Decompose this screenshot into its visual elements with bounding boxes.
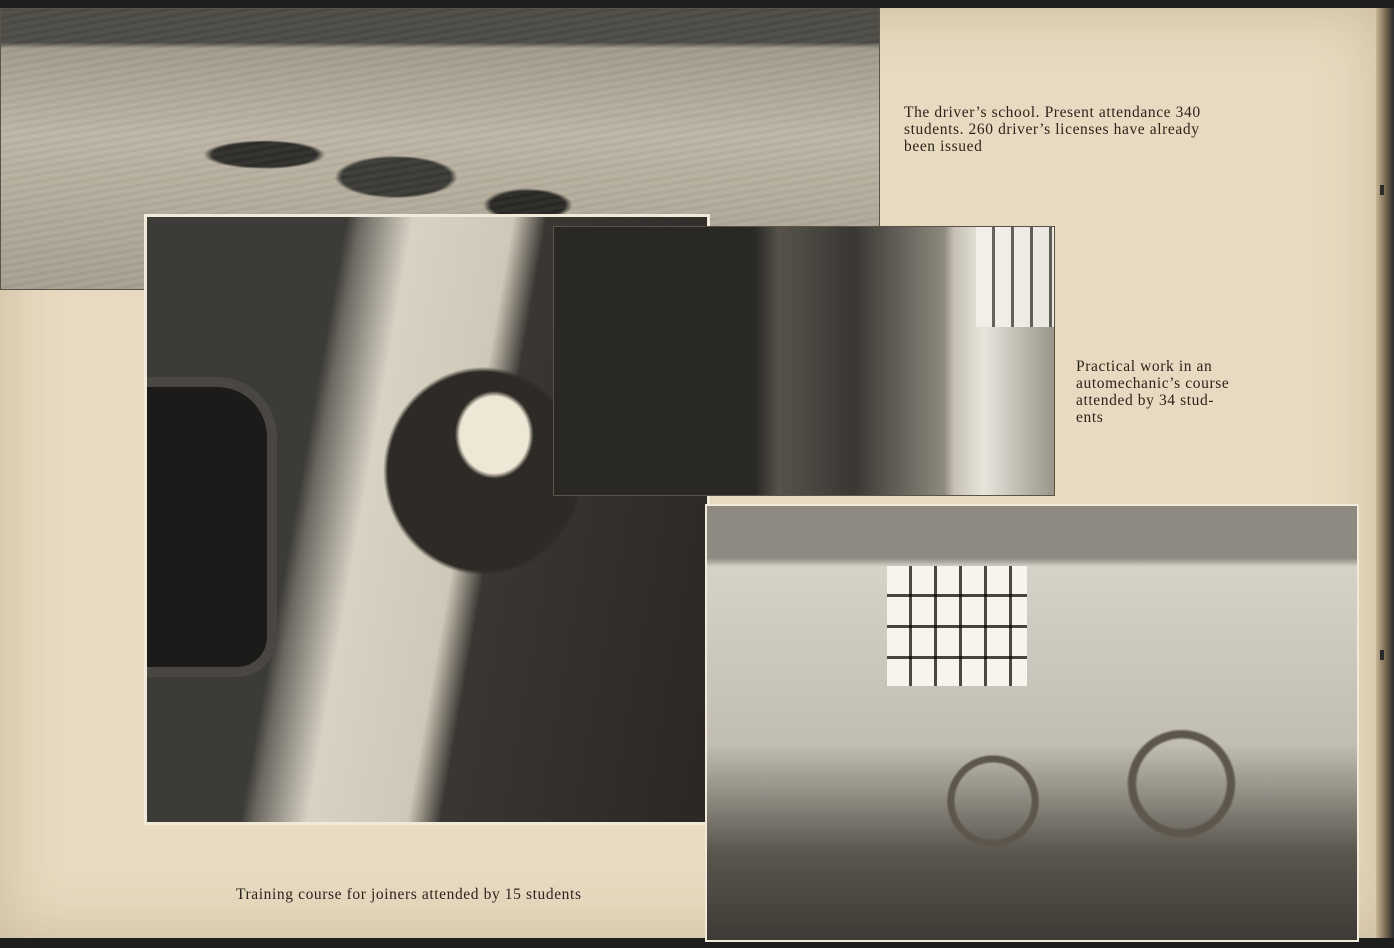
joiners-course-photo: [705, 504, 1359, 942]
caption-line: students. 260 driver’s licenses have already: [904, 121, 1200, 138]
automechanic-caption: [1076, 358, 1264, 426]
car-window-shape: [147, 377, 277, 677]
page-gutter: [1376, 8, 1394, 938]
caption-line: Practical work in an: [1076, 358, 1213, 375]
driving-school-caption: [904, 104, 1276, 155]
binding-mark: [1380, 185, 1384, 195]
caption-line: ents: [1076, 409, 1104, 426]
binding-mark: [1380, 650, 1384, 660]
automechanic-course-photo: [553, 226, 1055, 496]
joiners-caption: Training course for joiners attended by 15 students: [236, 886, 582, 903]
workshop-windows-shape: [887, 566, 1027, 686]
workshop-window-shape: [976, 227, 1054, 327]
caption-line: attended by 34 stud-: [1076, 392, 1215, 409]
caption-line: The driver’s school. Present attendance 340: [904, 104, 1201, 121]
caption-line: been issued: [904, 138, 983, 155]
caption-line: automechanic’s course: [1076, 375, 1230, 392]
